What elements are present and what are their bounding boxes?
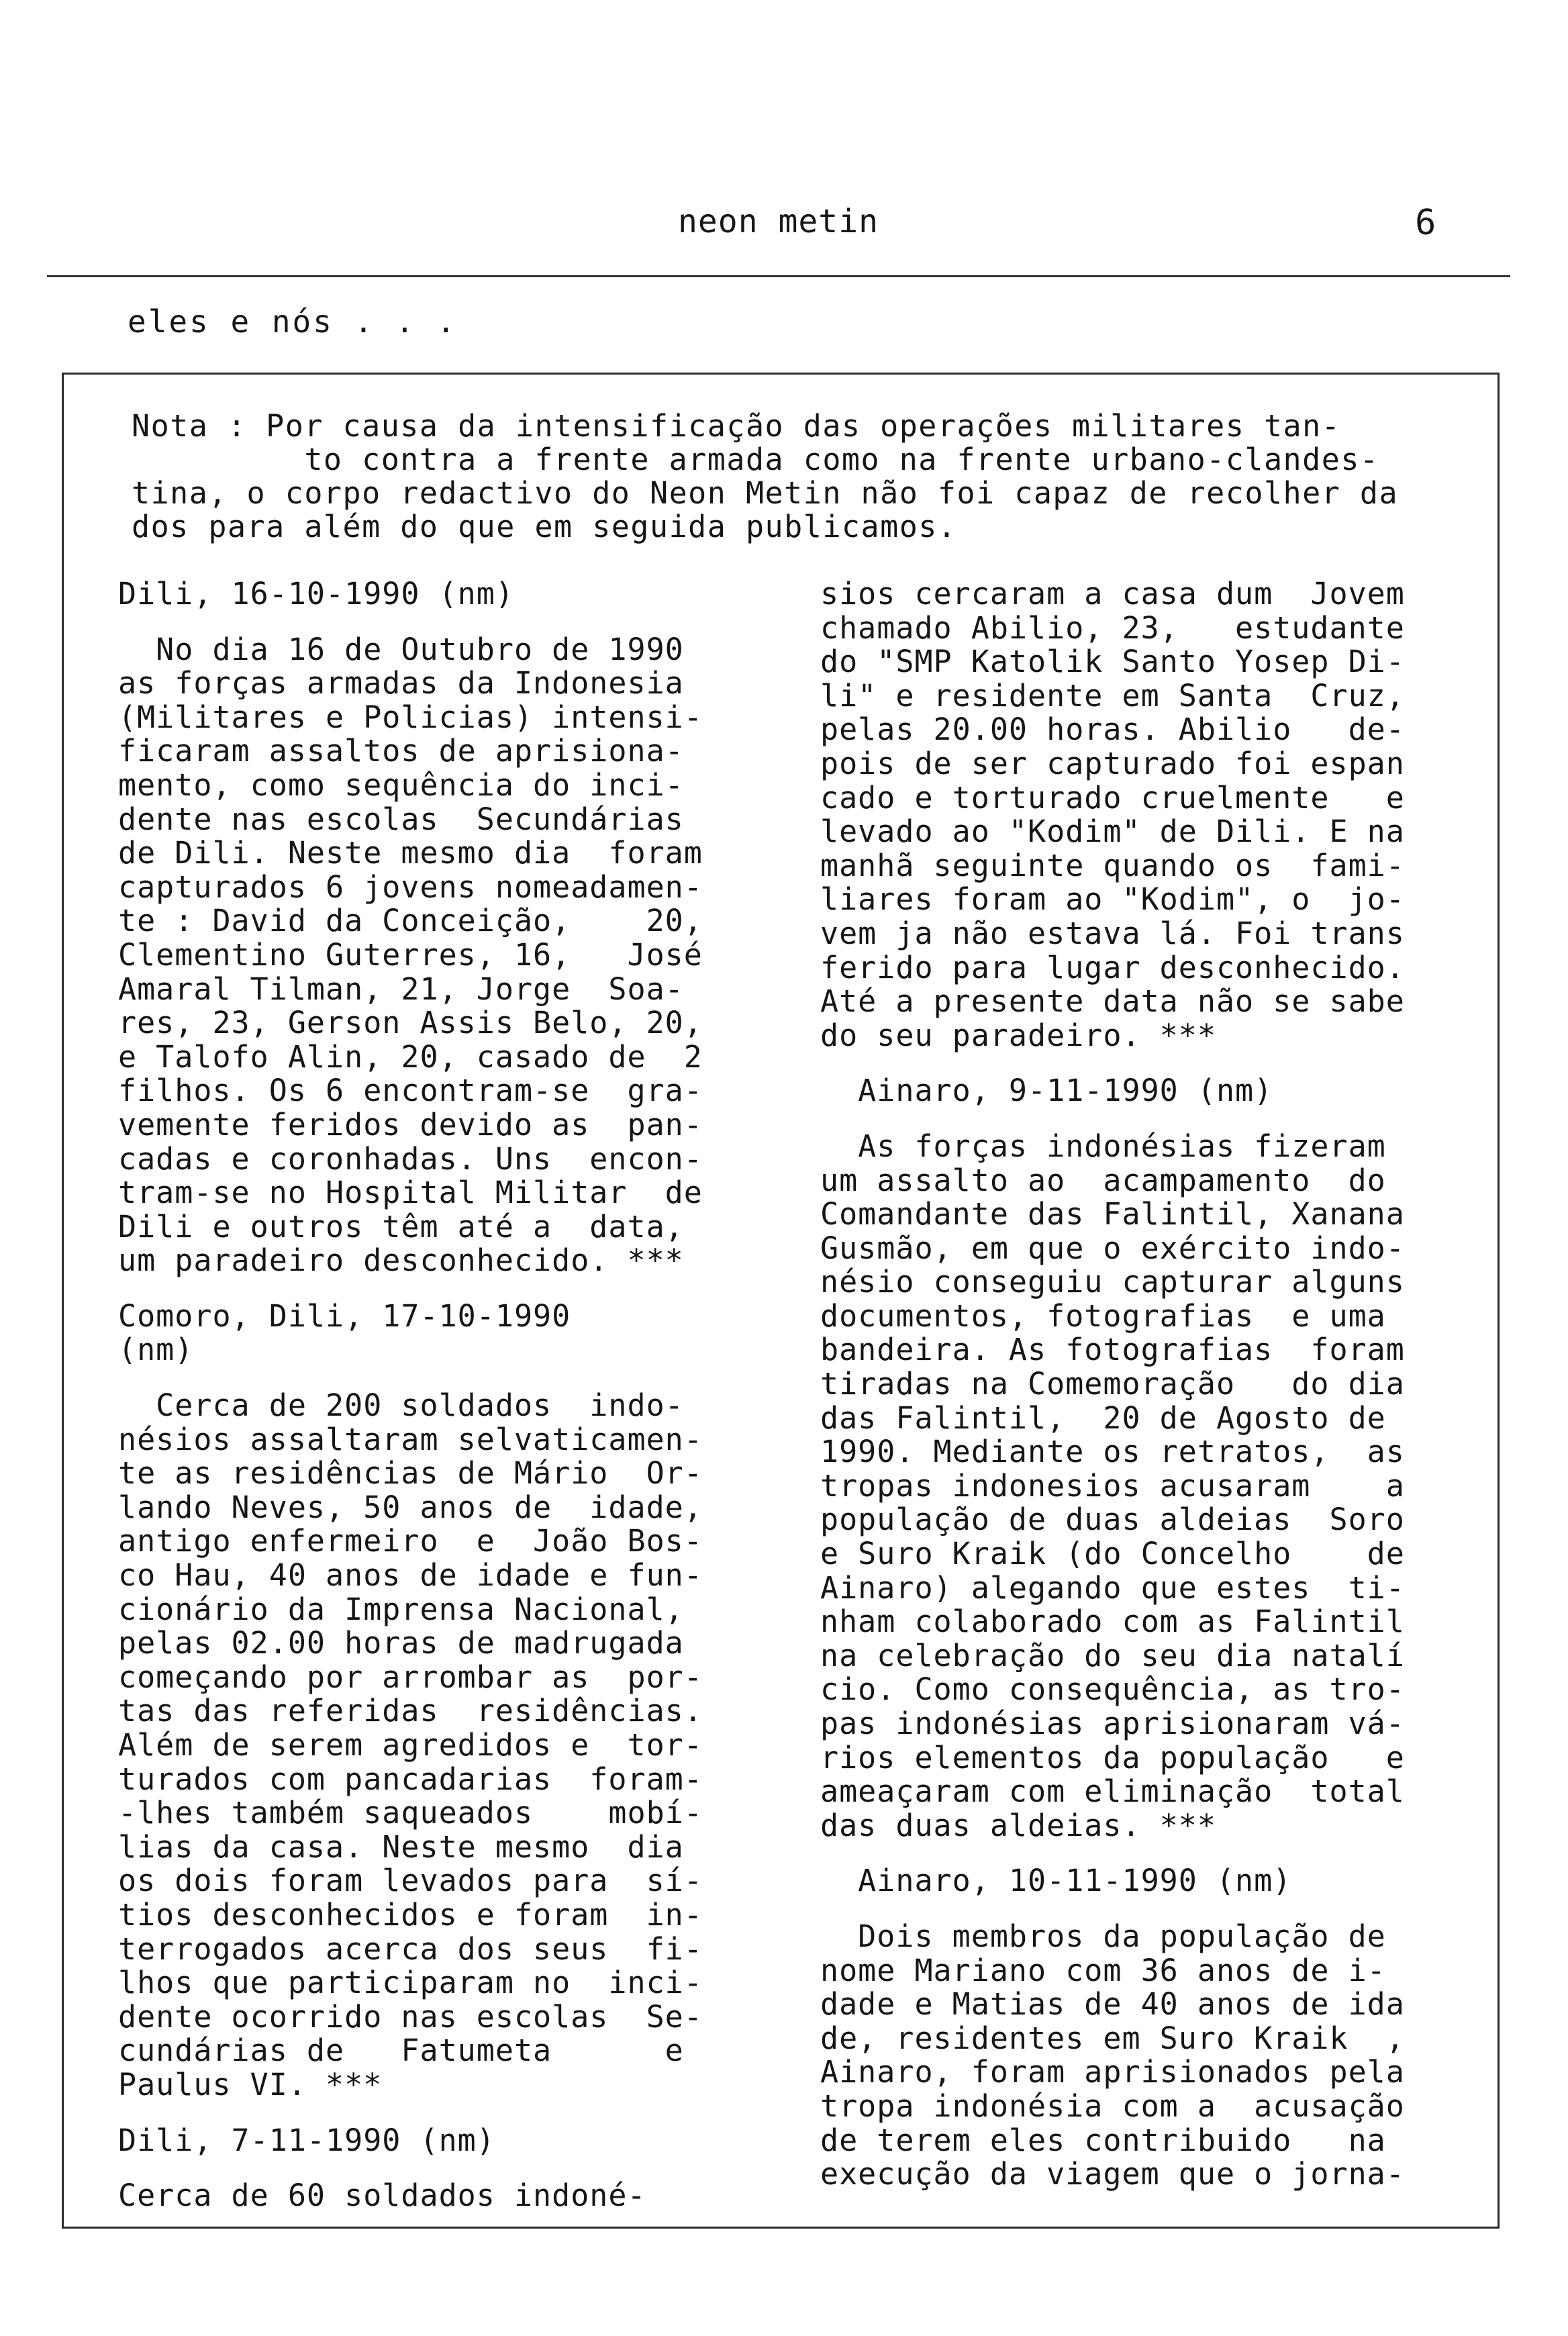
article-line: na celebração do seu dia natalí [820,1637,1405,1673]
article-line: te as residências de Mário Or- [118,1455,703,1492]
article-line: liares foram ao "Kodim", o jo- [820,881,1405,918]
article-line: de terem eles contribuido na [820,2122,1386,2158]
article-line: dente ocorrido nas escolas Se- [118,1998,703,2035]
note-line: to contra a frente armada como na frente urbano-clandes- [132,442,1379,477]
article-line: -lhes também saqueados mobí- [118,1795,703,1831]
article-line: te : David da Conceição, 20, [118,903,703,939]
article-line: Amaral Tilman, 21, Jorge Soa- [118,971,684,1007]
page-number: 6 [1415,203,1436,243]
section-label: eles e nós . . . [128,303,458,340]
article-line: Cerca de 60 soldados indoné- [118,2178,646,2214]
article-line: lias da casa. Neste mesmo dia [118,1829,684,1865]
article-line: manhã seguinte quando os fami- [820,847,1405,883]
news-article [820,1864,1451,2191]
article-line: os dois foram levados para sí- [118,1863,703,1899]
article-line: ferido para lugar desconhecido. [820,949,1405,985]
article-line: 1990. Mediante os retratos, as [820,1434,1405,1470]
article-line: cado e torturado cruelmente e [820,779,1405,816]
article-line: Dois membros da população de [820,1918,1386,1954]
article-line: população de duas aldeias Soro [820,1502,1405,1538]
editorial-note [132,409,1474,544]
article-line: de Dili. Neste mesmo dia foram [118,835,703,871]
page-header-title: neon metin [678,203,879,240]
article-line: Dili e outros têm até a data, [118,1208,684,1245]
article-line: vemente feridos devido as pan- [118,1106,703,1142]
article-line: levado ao "Kodim" de Dili. E na [820,814,1405,850]
article-line: tas das referidas residências. [118,1693,703,1729]
article-line: tropa indonésia com a acusação [820,2088,1405,2124]
article-line: li" e residente em Santa Cruz, [820,677,1405,714]
article-line: bandeira. As fotografias foram [820,1332,1405,1368]
article-line: das Falintil, 20 de Agosto de [820,1400,1386,1436]
article-line: lhos que participaram no inci- [118,1965,703,2001]
article-line: Comandante das Falintil, Xanana [820,1196,1405,1232]
article-line: Clementino Guterres, 16, José [118,936,703,973]
news-article [820,1074,1451,1843]
article-dateline: Dili, 7-11-1990 (nm) [118,2122,495,2158]
article-line: Gusmão, em que o exército indo- [820,1230,1405,1266]
article-line: nésio conseguiu capturar alguns [820,1264,1405,1300]
article-line: res, 23, Gerson Assis Belo, 20, [118,1005,703,1041]
article-line: co Hau, 40 anos de idade e fun- [118,1557,703,1594]
article-line: um paradeiro desconhecido. *** [118,1243,684,1279]
article-line: mento, como sequência do inci- [118,767,684,803]
article-line: documentos, fotografias e uma [820,1298,1386,1334]
header-rule [47,275,1510,277]
article-line: das duas aldeias. *** [820,1807,1216,1843]
article-line: e Suro Kraik (do Concelho de [820,1536,1405,1572]
article-line: capturados 6 jovens nomeadamen- [118,869,703,905]
article-line: nham colaborado com as Falintil [820,1604,1405,1640]
article-line: tiradas na Comemoração do dia [820,1366,1405,1402]
article-line: dade e Matias de 40 anos de ida [820,1986,1405,2023]
article-line: tios desconhecidos e foram in- [118,1896,703,1933]
article-line: Além de serem agredidos e tor- [118,1727,703,1763]
article-line: sios cercaram a casa dum Jovem [820,576,1405,612]
article-line: começando por arrombar as por- [118,1659,703,1695]
article-line: Cerca de 200 soldados indo- [118,1388,684,1424]
article-dateline: Dili, 16-10-1990 (nm) [118,576,514,612]
right-column [820,577,1451,2192]
article-line: pois de ser capturado foi espan [820,745,1405,781]
article-line: Ainaro) alegando que estes ti- [820,1569,1405,1606]
article-line: Paulus VI. *** [118,2066,383,2102]
article-line: de, residentes em Suro Kraik , [820,2020,1405,2056]
article-line: e Talofo Alin, 20, casado de 2 [118,1038,703,1075]
article-line: ameaçaram com eliminação total [820,1773,1405,1810]
news-article [820,577,1451,1053]
article-line: (Militares e Policias) intensi- [118,699,703,735]
article-line: do "SMP Katolik Santo Yosep Di- [820,644,1405,680]
article-line: as forças armadas da Indonesia [118,665,684,701]
article-line: lando Neves, 50 anos de idade, [118,1489,703,1525]
article-line: vem ja não estava lá. Foi trans [820,915,1405,951]
article-line: um assalto ao acampamento do [820,1162,1386,1198]
article-line: ficaram assaltos de aprisiona- [118,733,684,769]
article-dateline: Ainaro, 10-11-1990 (nm) [820,1863,1292,1899]
article-line: tropas indonesios acusaram a [820,1467,1405,1504]
note-line: dos para além do que em seguida publicamos. [132,509,957,544]
article-line: nome Mariano com 36 anos de i- [820,1952,1386,1988]
article-line: chamado Abilio, 23, estudante [820,610,1405,646]
article-line: cundárias de Fatumeta e [118,2033,684,2069]
article-line: pelas 02.00 horas de madrugada [118,1625,684,1661]
note-line: Nota : Por causa da intensificação das operações militares tan- [132,408,1341,444]
article-line: execução da viagem que o jorna- [820,2156,1405,2192]
article-line: Até a presente data não se sabe [820,983,1405,1020]
article-line: Ainaro, foram aprisionados pela [820,2054,1405,2090]
left-column [118,577,749,2213]
article-line: filhos. Os 6 encontram-se gra- [118,1073,703,1109]
article-dateline: Comoro, Dili, 17-10-1990 (nm) [118,1298,571,1368]
article-line: As forças indonésias fizeram [820,1128,1386,1164]
article-line: No dia 16 de Outubro de 1990 [118,631,684,667]
news-article [118,2124,749,2213]
article-dateline: Ainaro, 9-11-1990 (nm) [820,1073,1273,1109]
article-line: rios elementos da população e [820,1739,1405,1775]
article-line: nésios assaltaram selvaticamen- [118,1421,703,1457]
article-line: cionário da Imprensa Nacional, [118,1591,684,1627]
article-line: do seu paradeiro. *** [820,1017,1216,1053]
article-line: antigo enfermeiro e João Bos- [118,1523,703,1559]
news-article [118,1300,749,2102]
article-line: pelas 20.00 horas. Abilio de- [820,712,1405,748]
article-line: dente nas escolas Secundárias [118,801,684,837]
news-article [118,577,749,1278]
article-line: turados com pancadarias foram- [118,1761,703,1797]
article-line: pas indonésias aprisionaram vá- [820,1706,1405,1741]
article-line: terrogados acerca dos seus fi- [118,1931,703,1967]
article-line: cio. Como consequência, as tro- [820,1671,1405,1708]
article-line: tram-se no Hospital Militar de [118,1175,703,1211]
note-line: tina, o corpo redactivo do Neon Metin não foi capaz de recolher da [132,475,1399,511]
article-line: cadas e coronhadas. Uns encon- [118,1140,703,1177]
